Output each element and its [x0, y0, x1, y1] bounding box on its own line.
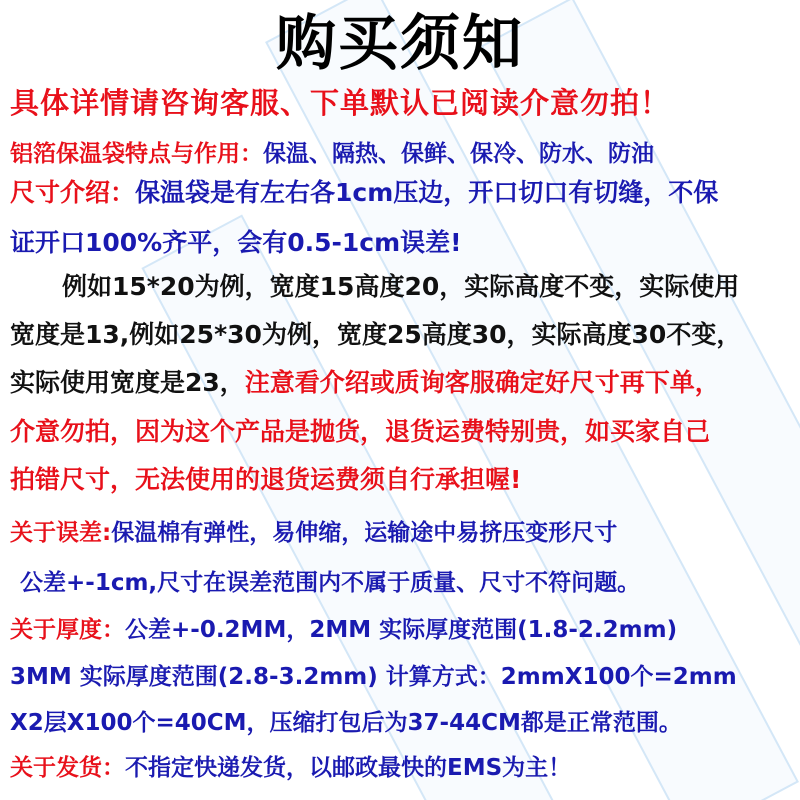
- shipping-text: 不指定快递发货，以邮政最快的EMS为主！: [125, 755, 572, 781]
- example-line-3-warning: 注意看介绍或质询客服确定好尺寸再下单，: [244, 368, 720, 397]
- thickness-text: 公差+-0.2MM，2MM 实际厚度范围(1.8-2.2mm): [125, 617, 678, 643]
- page-title: 购买须知: [276, 9, 524, 79]
- tolerance-label: 关于误差:: [10, 520, 112, 546]
- features-label: 铝箔保温袋特点与作用：: [10, 141, 263, 167]
- thickness-line-3: X2层X100个=40CM，压缩打包后为37-44CM都是正常范围。: [10, 710, 682, 736]
- size-intro-text: 保温袋是有左右各1cm压边，开口切口有切缝，不保: [135, 178, 719, 207]
- example-line-1: 例如15*20为例，宽度15高度20，实际高度不变，实际使用: [62, 272, 740, 301]
- features-text: 保温、隔热、保鲜、保冷、防水、防油: [263, 141, 654, 167]
- thickness-line-2: 3MM 实际厚度范围(2.8-3.2mm) 计算方式：2mmX100个=2mm: [10, 664, 737, 690]
- thickness-line: [10, 613, 677, 647]
- size-intro-line-2: 证开口100%齐平，会有0.5-1cm误差!: [10, 228, 462, 257]
- example-line-3: [10, 366, 720, 400]
- shipping-label: 关于发货：: [10, 755, 125, 781]
- tolerance-text: 保温棉有弹性，易伸缩，运输途中易挤压变形尺寸: [111, 520, 618, 546]
- example-line-3-text: 实际使用宽度是23，: [10, 368, 245, 397]
- size-intro-label: 尺寸介绍：: [10, 178, 136, 207]
- tolerance-line-2: 公差+-1cm,尺寸在误差范围内不属于质量、尺寸不符问题。: [20, 570, 641, 596]
- subtitle: 具体详情请咨询客服、下单默认已阅读介意勿拍！: [10, 86, 671, 120]
- example-line-2: 宽度是13,例如25*30为例，宽度25高度30，实际高度30不变，: [10, 320, 742, 349]
- tolerance-line: [10, 516, 617, 550]
- features-line: [10, 137, 654, 171]
- thickness-label: 关于厚度：: [10, 617, 125, 643]
- size-intro-line: [10, 176, 718, 210]
- shipping-line: [10, 751, 571, 785]
- warning-line-2: 拍错尺寸，无法使用的退货运费须自行承担喔!: [10, 465, 522, 494]
- warning-line-1: 介意勿拍，因为这个产品是抛货，退货运费特别贵，如买家自己: [10, 417, 711, 446]
